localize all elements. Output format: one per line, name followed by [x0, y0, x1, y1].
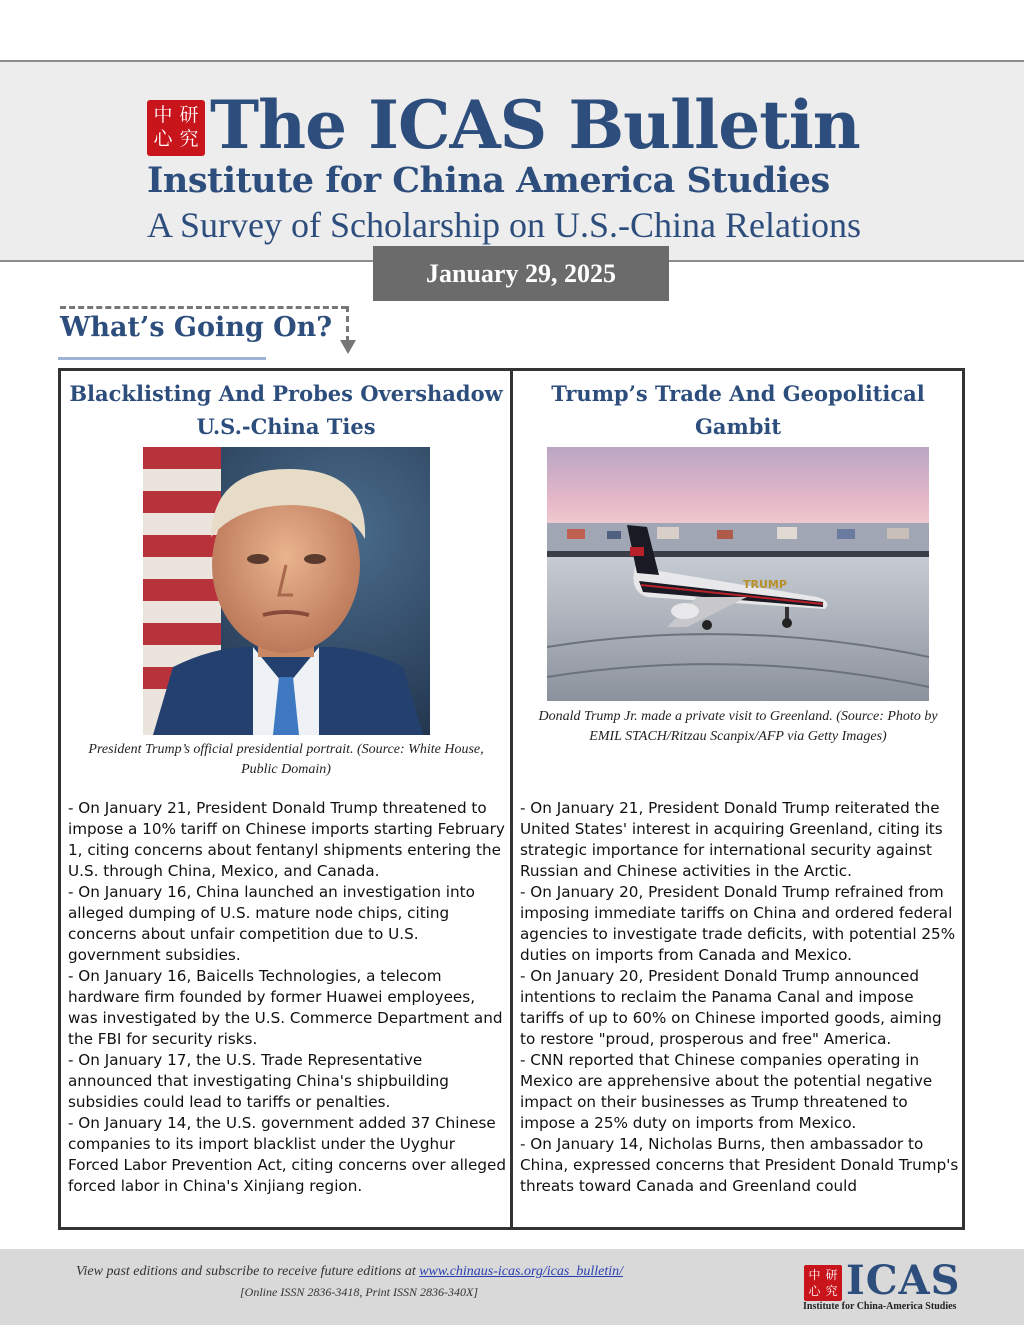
- list-item: - CNN reported that Chinese companies operating in Mexico are apprehensive about the potential negative impact on their businesses as Trump threatened to impose a 25% duty on imports from Mexico.: [520, 1051, 933, 1132]
- list-item: - On January 21, President Donald Trump reiterated the United States' interest in acquiring Greenland, citing its strategic importance for international security against Russian and Chinese activities in the Arctic.: [520, 799, 943, 880]
- issn-text: [Online ISSN 2836-3418, Print ISSN 2836-340X]: [240, 1285, 478, 1299]
- list-item: - On January 17, the U.S. Trade Representative announced that investigating China's shipbuilding subsidies could lead to tariffs or penalties.: [68, 1051, 449, 1111]
- list-item: - On January 16, China launched an investigation into alleged dumping of U.S. mature node chips, citing concerns about unfair competition due to U.S. government subsidies.: [68, 883, 475, 964]
- bulletin-link[interactable]: www.chinaus-icas.org/icas_bulletin/: [419, 1264, 623, 1279]
- list-item: - On January 16, Baicells Technologies, a telecom hardware firm founded by former Huawei employees, was investigated by the U.S. Commerce Department and the FBI for security risks.: [68, 967, 503, 1048]
- list-item: - On January 14, Nicholas Burns, then ambassador to China, expressed concerns that President Donald Trump's threats toward Canada and Greenland could: [520, 1135, 959, 1195]
- bulletin-title: The ICAS Bulletin: [210, 86, 860, 164]
- left-photo-caption: [62, 740, 510, 780]
- airplane-illustration: [547, 447, 929, 701]
- footer-subscribe-text: [76, 1264, 623, 1280]
- seal-char: 中: [808, 1268, 821, 1282]
- plane-lettering: TRUMP: [743, 578, 787, 591]
- seal-char: 心: [153, 128, 173, 150]
- list-item: - On January 14, the U.S. government added 37 Chinese companies to its import blacklist under the Uyghur Forced Labor Prevention Act, citing concerns over alleged forced labor in China's Xinjiang region.: [68, 1114, 506, 1195]
- institute-name: Institute for China America Studies: [147, 160, 830, 201]
- caption-line: EMIL STACH/Ritzau Scanpix/AFP via Getty Images): [589, 729, 887, 744]
- portrait-illustration: [143, 447, 430, 735]
- seal-char: 心: [808, 1284, 821, 1298]
- right-photo-caption: [513, 707, 963, 747]
- section-underline: [58, 357, 266, 360]
- left-bullet-list: [68, 798, 508, 1197]
- dashed-arrow-stem: [346, 306, 349, 342]
- left-title-line: Blacklisting And Probes Overshadow: [69, 381, 503, 406]
- column-divider: [510, 368, 513, 1230]
- seal-char: 中: [153, 104, 173, 126]
- footer-logo-text: ICAS: [846, 1257, 961, 1304]
- list-item: - On January 20, President Donald Trump announced intentions to reclaim the Panama Canal and impose tariffs of up to 60% on Chinese imported goods, aiming to restore "proud, prosperous and free" America.: [520, 967, 942, 1048]
- section-heading: What’s Going On?: [60, 312, 333, 343]
- footer-seal-logo: [804, 1265, 842, 1301]
- airplane-photo: [547, 447, 929, 701]
- portrait-photo: [143, 447, 430, 735]
- right-title-line: Trump’s Trade And Geopolitical Gambit: [551, 381, 925, 439]
- bulletin-tagline: A Survey of Scholarship on U.S.-China Relations: [147, 205, 861, 245]
- seal-char: 研: [179, 104, 199, 126]
- left-column-title: [62, 377, 510, 443]
- footer: [0, 1249, 1024, 1325]
- seal-char: 研: [825, 1268, 838, 1282]
- caption-line: Donald Trump Jr. made a private visit to Greenland. (Source: Photo by: [538, 709, 938, 724]
- right-bullet-list: [520, 798, 960, 1197]
- seal-char: 究: [825, 1284, 838, 1298]
- list-item: - On January 21, President Donald Trump threatened to impose a 10% tariff on Chinese imports starting February 1, citing concerns about fentanyl shipments entering the U.S. through China, Mexico, and Canada.: [68, 799, 505, 880]
- seal-char: 究: [179, 128, 199, 150]
- masthead: [0, 60, 1024, 262]
- issue-date: January 29, 2025: [373, 246, 669, 301]
- left-title-line: U.S.-China Ties: [196, 414, 376, 439]
- footer-prefix: View past editions and subscribe to receive future editions at: [76, 1264, 420, 1279]
- footer-logo-subtitle: Institute for China-America Studies: [803, 1301, 957, 1312]
- dashed-arrow-line: [60, 306, 347, 309]
- list-item: - On January 20, President Donald Trump refrained from imposing immediate tariffs on China and ordered federal agencies to investigate trade deficits, with potential 25% duties on imports from Canada and Mexico.: [520, 883, 956, 964]
- arrow-down-icon: [340, 340, 356, 354]
- caption-line: President Trump’s official presidential portrait. (Source: White House,: [88, 742, 484, 757]
- icas-seal-logo: [147, 100, 205, 156]
- caption-line: Public Domain): [241, 762, 331, 777]
